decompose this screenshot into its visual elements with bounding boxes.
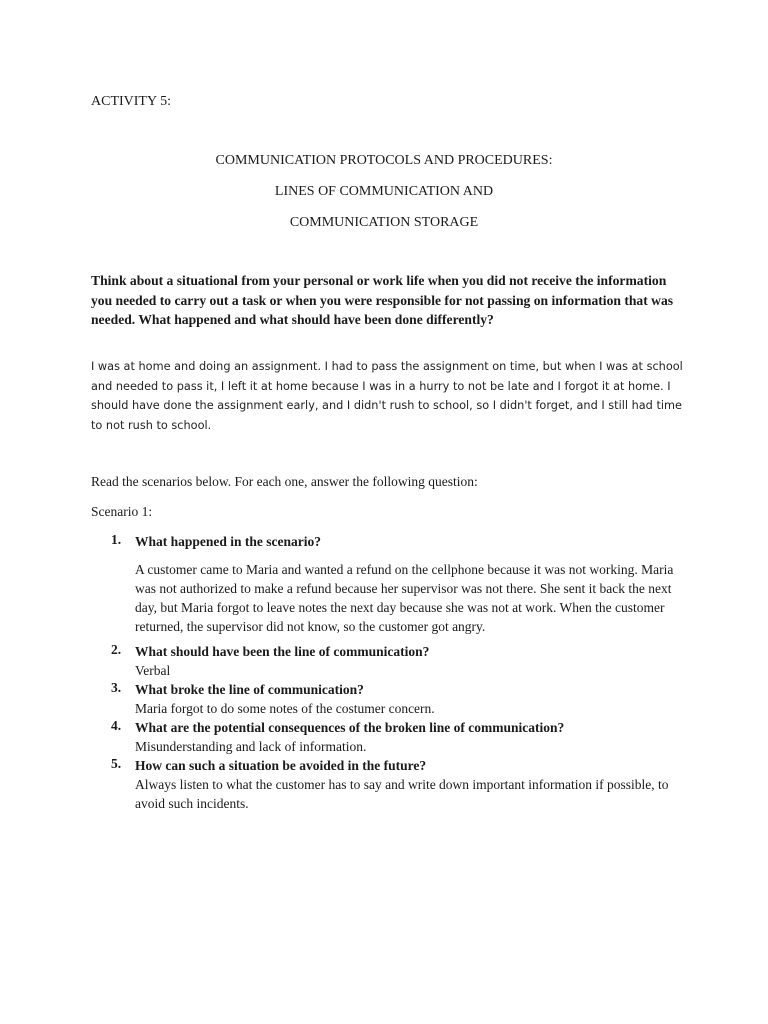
question-text: What broke the line of communication? — [135, 682, 364, 697]
title-line-3: COMMUNICATION STORAGE — [289, 215, 479, 230]
reflection-answer: I was at home and doing an assignment. I had to pass the assignment on time, but when I was at school and needed to pass it, I left it at home because I was in a hurry to not be late and I forgot it at home. I should have done the assignment early, and I didn't rush to school, so I didn't forget, and I still had time to not rush to school. — [91, 360, 683, 432]
question-item — [91, 718, 691, 756]
question-text: What are the potential consequences of the broken line of communication? — [135, 720, 565, 735]
question-number: 3. — [111, 680, 122, 695]
question-answer: Always listen to what the customer has to say and write down important information if possible, to avoid such incidents. — [135, 777, 669, 811]
question-item — [91, 680, 691, 718]
question-number: 4. — [111, 718, 122, 733]
question-number: 5. — [111, 756, 122, 771]
question-item — [91, 642, 691, 680]
activity-label: ACTIVITY 5: — [91, 94, 171, 109]
document-title — [0, 152, 768, 245]
question-text: What should have been the line of communication? — [135, 644, 430, 659]
question-list — [91, 532, 691, 813]
title-line-1: COMMUNICATION PROTOCOLS AND PROCEDURES: — [215, 153, 553, 168]
question-item — [91, 756, 691, 813]
question-answer: Misunderstanding and lack of information. — [135, 739, 367, 754]
question-answer: A customer came to Maria and wanted a refund on the cellphone because it was not working. Maria was not authorized to make a refund because her supervisor was not there. She sent it back the next day, but Maria forgot to leave notes the next day because she was not at work. When the customer returned, the supervisor did not know, so the customer got angry. — [135, 562, 674, 634]
question-answer: Verbal — [135, 663, 171, 678]
question-text: How can such a situation be avoided in the future? — [135, 758, 427, 773]
question-text: What happened in the scenario? — [135, 534, 322, 549]
scenario-instructions: Read the scenarios below. For each one, answer the following question: — [91, 474, 478, 489]
title-line-2: LINES OF COMMUNICATION AND — [274, 184, 494, 199]
reflection-prompt: Think about a situational from your personal or work life when you did not receive the information you needed to carry out a task or when you were responsible for not passing on information that was needed. What happened and what should have been done differently? — [91, 273, 674, 327]
question-number: 1. — [111, 532, 122, 547]
question-number: 2. — [111, 642, 122, 657]
question-item — [91, 532, 691, 636]
scenario-label: Scenario 1: — [91, 504, 153, 519]
question-answer: Maria forgot to do some notes of the costumer concern. — [135, 701, 435, 716]
